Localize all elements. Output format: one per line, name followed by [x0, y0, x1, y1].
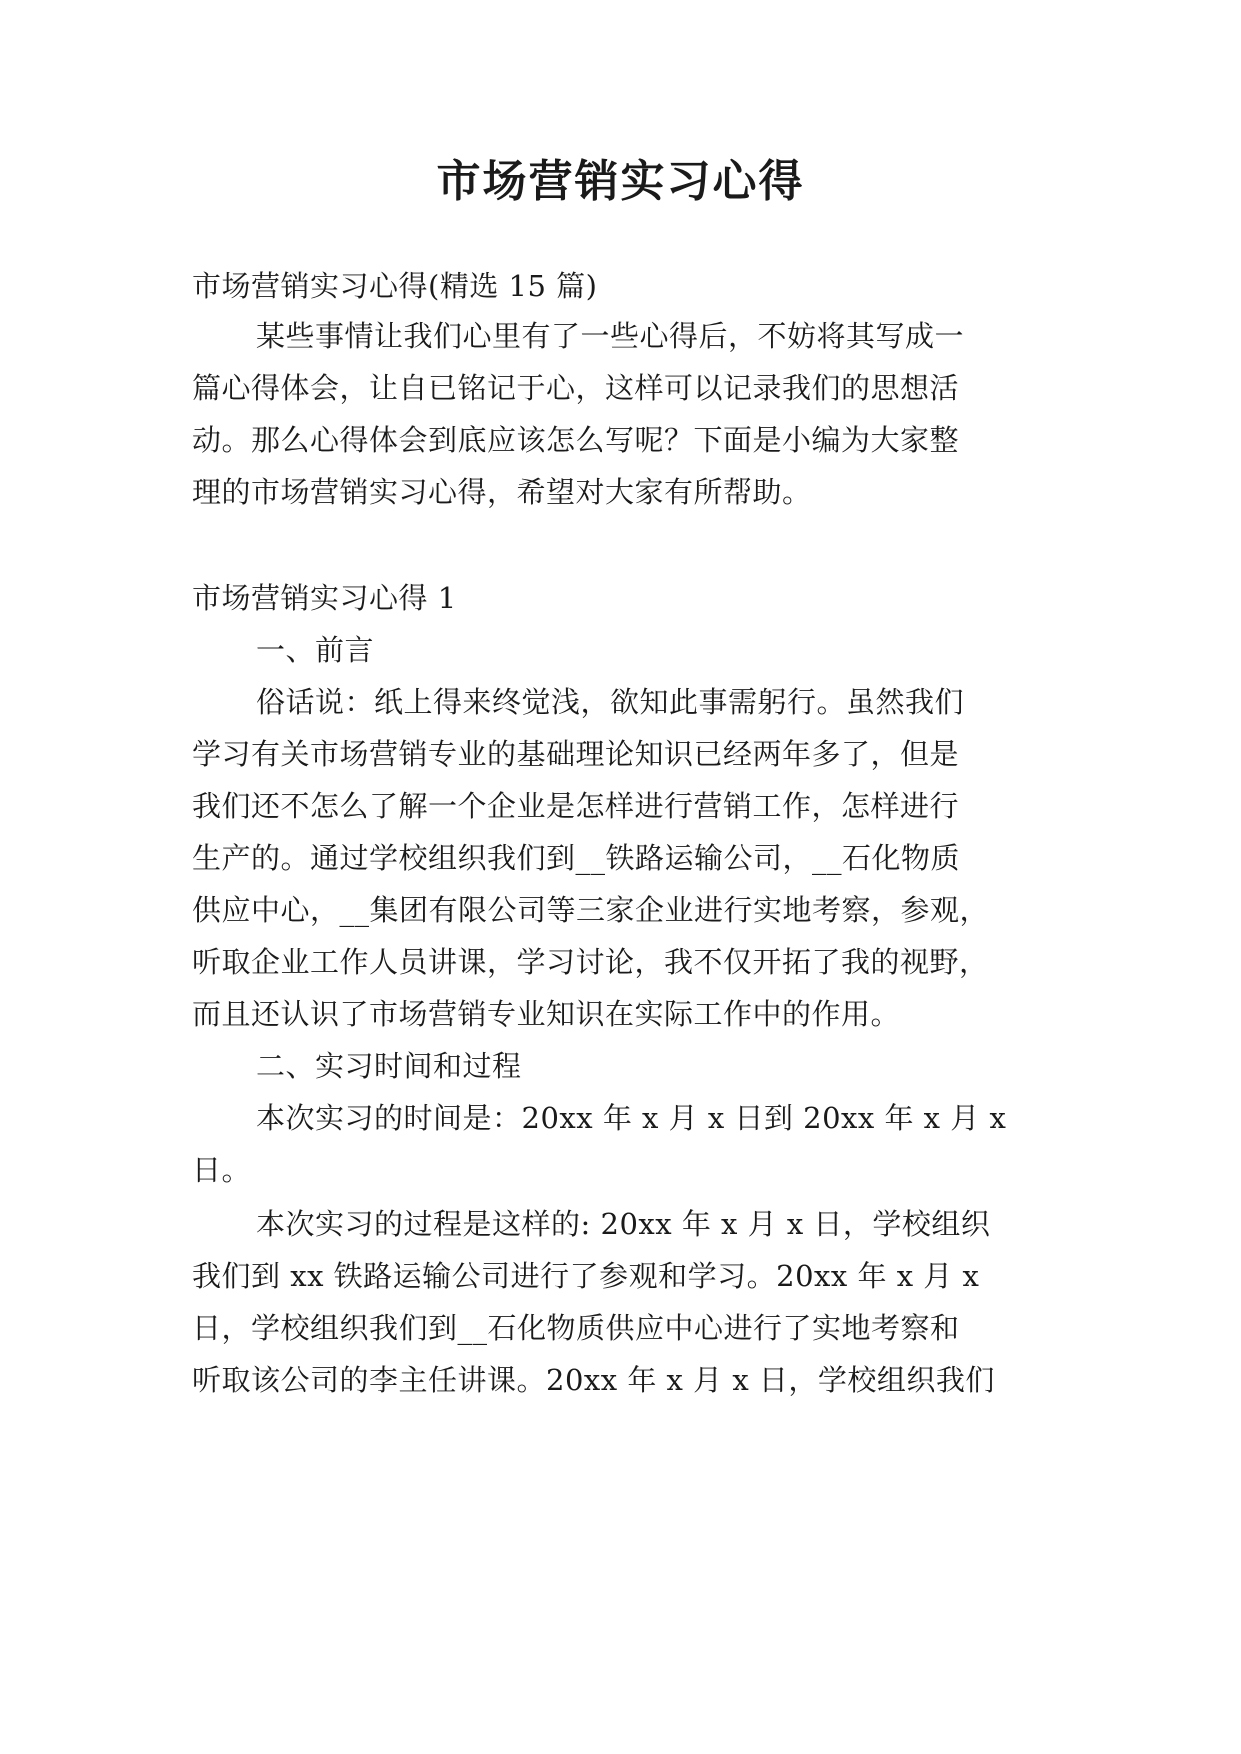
- part2-process-line-2: 我们到 xx 铁路运输公司进行了参观和学习。20xx 年 x 月 x: [192, 1259, 980, 1293]
- part1-line-4: 生产的。通过学校组织我们到__铁路运输公司，__石化物质: [192, 841, 961, 875]
- part1-line-3: 我们还不怎么了解一个企业是怎样进行营销工作，怎样进行: [192, 789, 960, 823]
- intro-line-1: 某些事情让我们心里有了一些心得后，不妨将其写成一: [256, 319, 965, 353]
- intro-line-2: 篇心得体会，让自已铭记于心，这样可以记录我们的思想活: [192, 371, 960, 405]
- part1-line-7: 而且还认识了市场营销专业知识在实际工作中的作用。: [192, 997, 901, 1031]
- part2-process-line-4: 听取该公司的李主任讲课。20xx 年 x 月 x 日，学校组织我们: [192, 1363, 995, 1397]
- part1-line-5: 供应中心，__集团有限公司等三家企业进行实地考察，参观，: [192, 893, 990, 927]
- part2-process-line-1: 本次实习的过程是这样的: 20xx 年 x 月 x 日，学校组织: [256, 1207, 991, 1241]
- part2-time-line-2: 日。: [192, 1153, 252, 1187]
- intro-line-3: 动。那么心得体会到底应该怎么写呢？下面是小编为大家整: [192, 423, 960, 457]
- intro-line-4: 理的市场营销实习心得，希望对大家有所帮助。: [192, 475, 812, 509]
- section-heading: 市场营销实习心得 1: [192, 581, 457, 615]
- document-subtitle: 市场营销实习心得(精选 15 篇): [192, 269, 598, 303]
- part2-time-line-1: 本次实习的时间是：20xx 年 x 月 x 日到 20xx 年 x 月 x: [256, 1101, 1007, 1135]
- part2-heading: 二、实习时间和过程: [256, 1049, 522, 1083]
- page-title: 市场营销实习心得: [436, 156, 805, 207]
- part1-line-1: 俗话说：纸上得来终觉浅，欲知此事需躬行。虽然我们: [256, 685, 965, 719]
- part1-heading: 一、前言: [256, 633, 375, 667]
- part2-process-line-3: 日，学校组织我们到__石化物质供应中心进行了实地考察和: [192, 1311, 960, 1345]
- part1-line-2: 学习有关市场营销专业的基础理论知识已经两年多了，但是: [192, 737, 960, 771]
- part1-line-6: 听取企业工作人员讲课，学习讨论，我不仅开拓了我的视野，: [192, 945, 989, 979]
